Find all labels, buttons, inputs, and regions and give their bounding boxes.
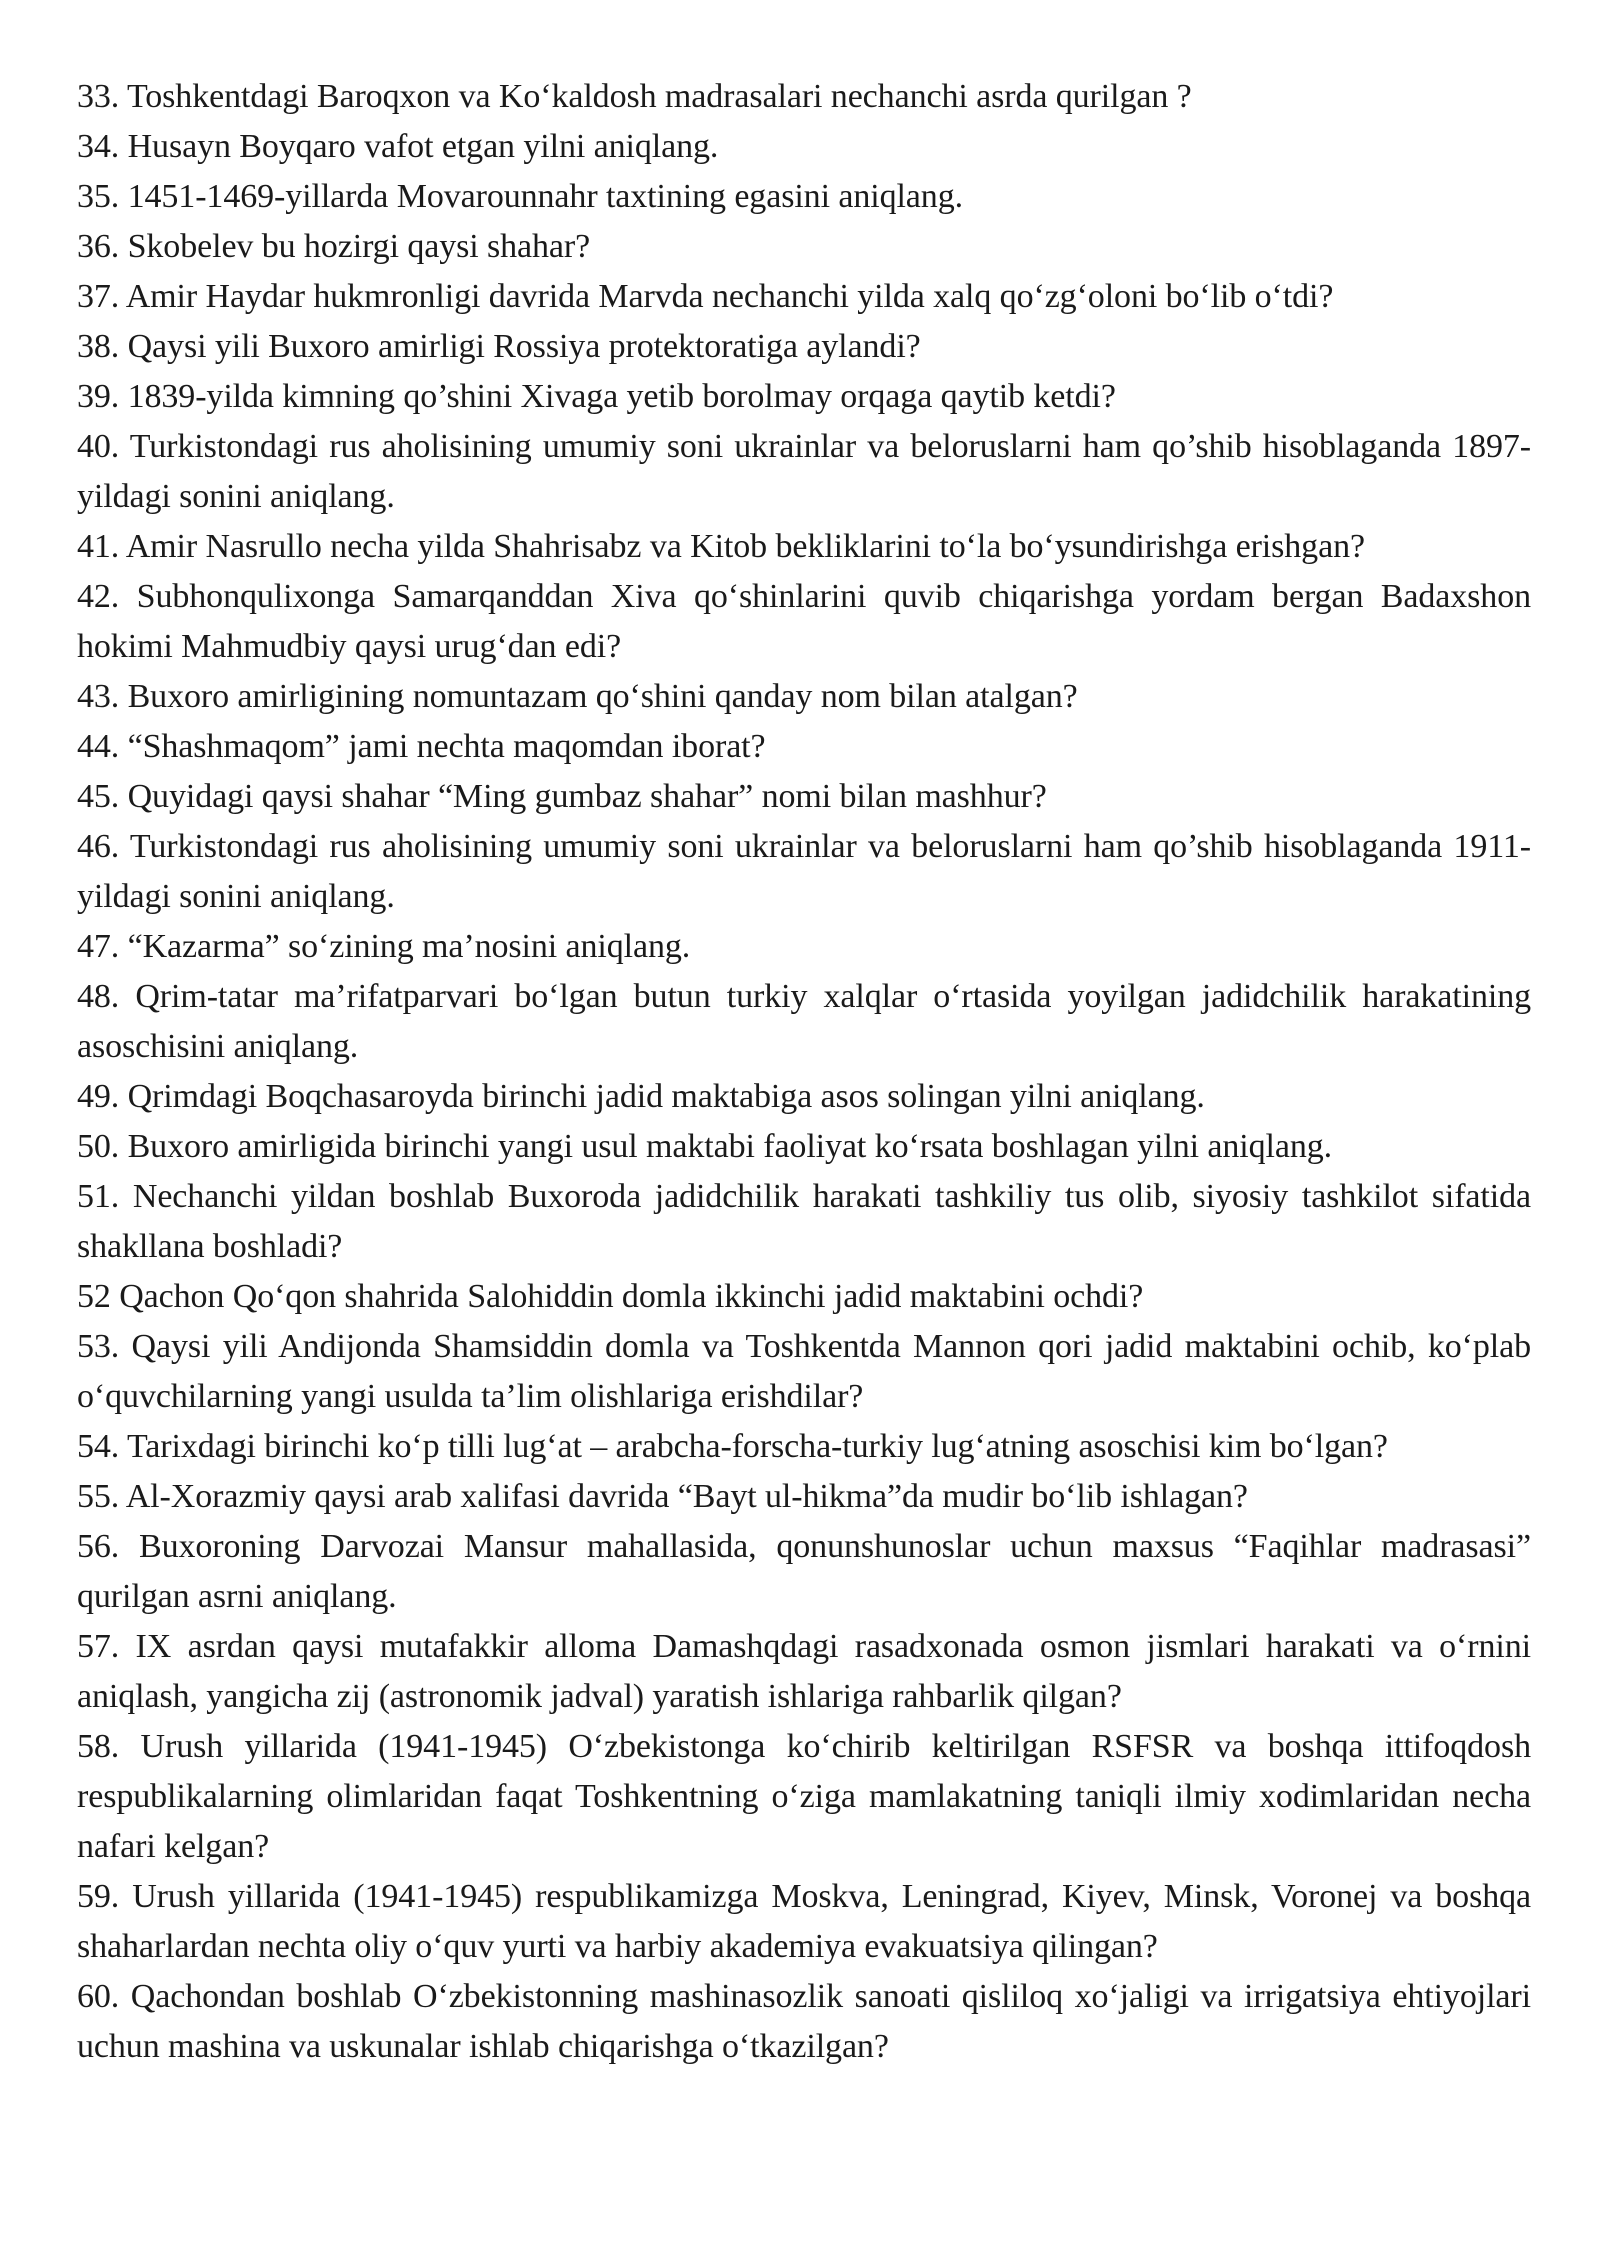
question-35: 35. 1451-1469-yillarda Movarounnahr taxtining egasini aniqlang.: [77, 178, 964, 215]
question-45: 45. Quyidagi qaysi shahar “Ming gumbaz shahar” nomi bilan mashhur?: [77, 778, 1047, 815]
question-57: 57. IX asrdan qaysi mutafakkir alloma Damashqdagi rasadxonada osmon jismlari harakati va o‘rnini aniqlash, yangicha zij (astronomik jadval) yaratish ishlariga rahbarlik qilgan?: [77, 1628, 1531, 1715]
question-37: 37. Amir Haydar hukmronligi davrida Marvda nechanchi yilda xalq qo‘zg‘oloni bo‘lib o‘tdi?: [77, 278, 1334, 315]
question-58: 58. Urush yillarida (1941-1945) O‘zbekistonga ko‘chirib keltirilgan RSFSR va boshqa ittifoqdosh respublikalarning olimlaridan faqat Toshkentning o‘ziga mamlakatning taniqli ilmiy xodimlaridan necha nafari kelgan?: [77, 1728, 1531, 1865]
question-60: 60. Qachondan boshlab O‘zbekistonning mashinasozlik sanoati qisliloq xo‘jaligi va irrigatsiya ehtiyojlari uchun mashina va uskunalar ishlab chiqarishga o‘tkazilgan?: [77, 1978, 1531, 2065]
question-51: 51. Nechanchi yildan boshlab Buxoroda jadidchilik harakati tashkiliy tus olib, siyosiy tashkilot sifatida shakllana boshladi?: [77, 1178, 1531, 1265]
question-33: 33. Toshkentdagi Baroqxon va Ko‘kaldosh madrasalari nechanchi asrda qurilgan ?: [77, 78, 1192, 115]
question-55: 55. Al-Xorazmiy qaysi arab xalifasi davrida “Bayt ul-hikma”da mudir bo‘lib ishlagan?: [77, 1478, 1248, 1515]
question-44: 44. “Shashmaqom” jami nechta maqomdan iborat?: [77, 728, 766, 765]
question-36: 36. Skobelev bu hozirgi qaysi shahar?: [77, 228, 591, 265]
question-50: 50. Buxoro amirligida birinchi yangi usul maktabi faoliyat ko‘rsata boshlagan yilni aniqlang.: [77, 1128, 1333, 1165]
question-52: 52 Qachon Qo‘qon shahrida Salohiddin domla ikkinchi jadid maktabini ochdi?: [77, 1278, 1144, 1315]
question-54: 54. Tarixdagi birinchi ko‘p tilli lug‘at – arabcha-forscha-turkiy lug‘atning asoschisi kim bo‘lgan?: [77, 1428, 1388, 1465]
question-41: 41. Amir Nasrullo necha yilda Shahrisabz va Kitob bekliklarini to‘la bo‘ysundirishga erishgan?: [77, 528, 1365, 565]
question-46: 46. Turkistondagi rus aholisining umumiy soni ukrainlar va beloruslarni ham qo’shib hisoblaganda 1911-yildagi sonini aniqlang.: [77, 828, 1531, 915]
question-49: 49. Qrimdagi Boqchasaroyda birinchi jadid maktabiga asos solingan yilni aniqlang.: [77, 1078, 1205, 1115]
question-39: 39. 1839-yilda kimning qo’shini Xivaga yetib borolmay orqaga qaytib ketdi?: [77, 378, 1116, 415]
question-list: [77, 72, 1531, 2072]
question-43: 43. Buxoro amirligining nomuntazam qo‘shini qanday nom bilan atalgan?: [77, 678, 1078, 715]
question-59: 59. Urush yillarida (1941-1945) respublikamizga Moskva, Leningrad, Kiyev, Minsk, Voronej va boshqa shaharlardan nechta oliy o‘quv yurti va harbiy akademiya evakuatsiya qilingan?: [77, 1878, 1531, 1965]
question-34: 34. Husayn Boyqaro vafot etgan yilni aniqlang.: [77, 128, 719, 165]
question-38: 38. Qaysi yili Buxoro amirligi Rossiya protektoratiga aylandi?: [77, 328, 921, 365]
question-40: 40. Turkistondagi rus aholisining umumiy soni ukrainlar va beloruslarni ham qo’shib hisoblaganda 1897-yildagi sonini aniqlang.: [77, 428, 1531, 515]
question-53: 53. Qaysi yili Andijonda Shamsiddin domla va Toshkentda Mannon qori jadid maktabini ochib, ko‘plab o‘quvchilarning yangi usulda ta’lim olishlariga erishdilar?: [77, 1328, 1531, 1415]
question-42: 42. Subhonqulixonga Samarqanddan Xiva qo‘shinlarini quvib chiqarishga yordam bergan Badaxshon hokimi Mahmudbiy qaysi urug‘dan edi?: [77, 578, 1531, 665]
question-47: 47. “Kazarma” so‘zining ma’nosini aniqlang.: [77, 928, 691, 965]
question-48: 48. Qrim-tatar ma’rifatparvari bo‘lgan butun turkiy xalqlar o‘rtasida yoyilgan jadidchilik harakatining asoschisini aniqlang.: [77, 978, 1531, 1065]
question-56: 56. Buxoroning Darvozai Mansur mahallasida, qonunshunoslar uchun maxsus “Faqihlar madrasasi” qurilgan asrni aniqlang.: [77, 1528, 1531, 1615]
